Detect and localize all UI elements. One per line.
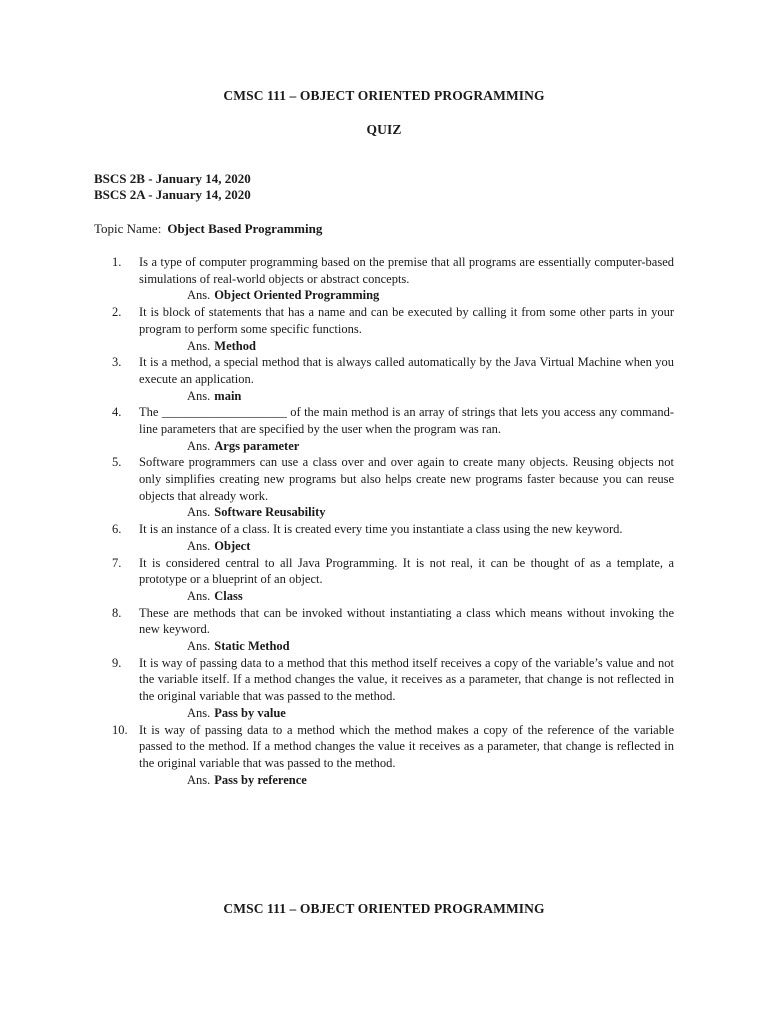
answer-label: Ans.	[187, 538, 211, 553]
answer-label: Ans.	[187, 705, 211, 720]
answer-line	[187, 638, 768, 655]
answer-value: Method	[214, 338, 256, 353]
section-line-2b: BSCS 2B - January 14, 2020	[94, 171, 251, 186]
answer-label: Ans.	[187, 639, 211, 654]
course-title: CMSC 111 – OBJECT ORIENTED PROGRAMMING	[223, 88, 545, 103]
topic-value: Object Based Programming	[167, 221, 323, 236]
answer-label: Ans.	[187, 288, 211, 303]
answer-value: Args parameter	[214, 438, 300, 453]
answer-value: Static Method	[214, 639, 290, 654]
answer-line	[187, 338, 768, 355]
question-text: It is an instance of a class. It is created every time you instantiate a class using the new keyword.	[139, 522, 623, 537]
question-number: 7.	[112, 555, 122, 570]
answer-value: Class	[214, 588, 243, 603]
answer-label: Ans.	[187, 438, 211, 453]
question-text: It is way of passing data to a method that this method itself receives a copy of the variable’s value and not the variable itself. If a method changes the value, it receives as a parameter, that change is not reflected in the original variable that was passed to the method.	[139, 655, 674, 704]
question-item	[0, 404, 768, 454]
question-number: 5.	[112, 455, 122, 470]
answer-value: Software Reusability	[214, 505, 326, 520]
answer-value: main	[214, 388, 242, 403]
answer-value: Object	[214, 538, 251, 553]
section-line-2a: BSCS 2A - January 14, 2020	[94, 187, 251, 202]
question-text: Is a type of computer programming based on the premise that all programs are essentially computer-based simulations of real-world objects or abstract concepts.	[139, 255, 674, 286]
answer-line	[187, 287, 768, 304]
question-item	[0, 655, 768, 722]
question-text: These are methods that can be invoked without instantiating a class which means without invoking the new keyword.	[139, 605, 674, 637]
answer-line	[187, 538, 768, 555]
answer-line	[187, 388, 768, 405]
answer-label: Ans.	[187, 772, 211, 787]
question-item	[0, 555, 768, 605]
answer-line	[187, 772, 768, 789]
answer-line	[187, 705, 768, 722]
question-text: The ____________________ of the main method is an array of strings that lets you access any command-line parameters that are specified by the user when the program was ran.	[139, 405, 674, 436]
question-number: 1.	[112, 255, 122, 269]
question-number: 6.	[112, 522, 122, 537]
question-number: 9.	[112, 655, 122, 670]
question-text: It is way of passing data to a method which the method makes a copy of the reference of the variable passed to the method. If a method changes the value it receives as a parameter, that change is reflected in the original variable that was passed to the method.	[139, 722, 674, 770]
answer-line	[187, 504, 768, 521]
question-text: Software programmers can use a class over and over again to create many objects. Reusing objects not only simplifies creating new programs but also helps create new programs faster because you can reuse objects that already work.	[139, 455, 674, 503]
course-title-page-2: CMSC 111 – OBJECT ORIENTED PROGRAMMING	[223, 901, 545, 916]
question-item	[0, 354, 768, 404]
question-number: 8.	[112, 605, 122, 620]
question-number: 2.	[112, 305, 122, 320]
answer-value: Object Oriented Programming	[214, 288, 380, 303]
topic-line	[94, 221, 322, 237]
question-text: It is considered central to all Java Programming. It is not real, it can be thought of as a template, a prototype or a blueprint of an object.	[139, 555, 674, 587]
answer-label: Ans.	[187, 388, 211, 403]
answer-line	[187, 438, 768, 455]
question-item	[0, 304, 768, 354]
question-item	[0, 605, 768, 655]
question-item	[0, 254, 768, 304]
answer-value: Pass by reference	[214, 772, 307, 787]
question-number: 4.	[112, 405, 122, 420]
question-list	[0, 254, 768, 788]
topic-label: Topic Name:	[94, 221, 162, 236]
answer-label: Ans.	[187, 588, 211, 603]
answer-label: Ans.	[187, 505, 211, 520]
question-text: It is block of statements that has a name and can be executed by calling it from some other parts in your program to perform some specific functions.	[139, 305, 674, 336]
answer-line	[187, 588, 768, 605]
question-number: 10.	[112, 722, 128, 737]
answer-label: Ans.	[187, 338, 211, 353]
question-item	[0, 722, 768, 789]
answer-value: Pass by value	[214, 705, 286, 720]
question-number: 3.	[112, 355, 122, 370]
question-item	[0, 454, 768, 521]
question-text: It is a method, a special method that is always called automatically by the Java Virtual Machine when you execute an application.	[139, 355, 674, 386]
question-item	[0, 521, 768, 554]
quiz-heading: QUIZ	[366, 122, 402, 137]
